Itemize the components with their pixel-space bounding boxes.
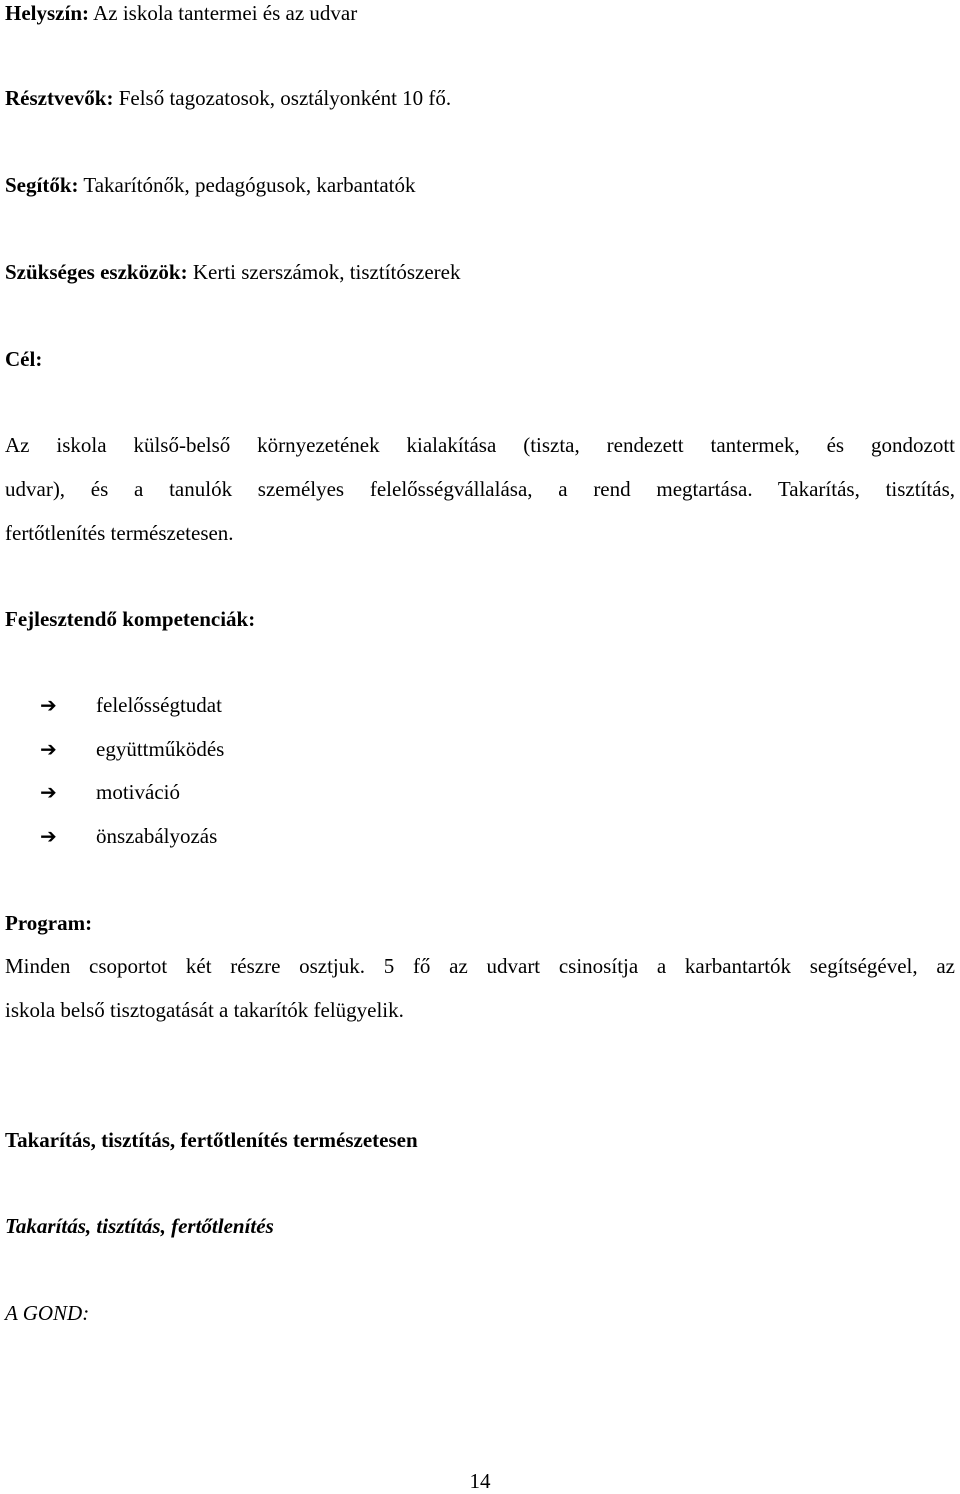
section-title: Takarítás, tisztítás, fertőtlenítés természetesen xyxy=(5,1128,418,1152)
program-heading: Program: xyxy=(5,911,93,935)
competency-item xyxy=(40,692,222,718)
helpers-value: Takarítónők, pedagógusok, karbantatók xyxy=(78,173,416,197)
section-subtitle: Takarítás, tisztítás, fertőtlenítés xyxy=(5,1214,274,1238)
problem-label: A GOND: xyxy=(5,1301,90,1325)
tools-label: Szükséges eszközök: xyxy=(5,260,188,284)
tools-field xyxy=(5,259,461,285)
program-paragraph-line-2: iskola belső tisztogatását a takarítók felügyelik. xyxy=(5,998,404,1022)
arrow-right-icon: ➔ xyxy=(40,824,57,848)
competency-item xyxy=(40,779,180,805)
competency-label: felelősségtudat xyxy=(96,693,222,717)
location-value: Az iskola tantermei és az udvar xyxy=(89,1,358,25)
helpers-field xyxy=(5,172,415,198)
arrow-right-icon: ➔ xyxy=(40,780,57,804)
location-label: Helyszín: xyxy=(5,1,89,25)
competency-item xyxy=(40,736,224,762)
goal-paragraph-line-2: udvar), és a tanulók személyes felelősségvállalása, a rend megtartása. Takarítás, tisztítás, xyxy=(5,477,955,501)
competency-label: önszabályozás xyxy=(96,824,218,848)
arrow-right-icon: ➔ xyxy=(40,737,57,761)
participants-value: Felső tagozatosok, osztályonként 10 fő. xyxy=(113,86,452,110)
competencies-heading: Fejlesztendő kompetenciák: xyxy=(5,607,256,631)
competency-label: együttműködés xyxy=(96,737,225,761)
goal-paragraph-line-1: Az iskola külső-belső környezetének kialakítása (tiszta, rendezett tantermek, és gondozott xyxy=(5,433,955,457)
goal-label: Cél: xyxy=(5,347,43,371)
helpers-label: Segítők: xyxy=(5,173,79,197)
competency-item xyxy=(40,823,217,849)
arrow-right-icon: ➔ xyxy=(40,693,57,717)
location-field xyxy=(5,0,357,26)
competency-label: motiváció xyxy=(96,780,180,804)
tools-value: Kerti szerszámok, tisztítószerek xyxy=(187,260,461,284)
participants-field xyxy=(5,85,451,111)
program-paragraph-line-1: Minden csoportot két részre osztjuk. 5 fő az udvart csinosítja a karbantartók segítségével, az xyxy=(5,954,955,978)
page-number: 14 xyxy=(469,1469,491,1493)
goal-paragraph-line-3: fertőtlenítés természetesen. xyxy=(5,521,234,545)
participants-label: Résztvevők: xyxy=(5,86,114,110)
